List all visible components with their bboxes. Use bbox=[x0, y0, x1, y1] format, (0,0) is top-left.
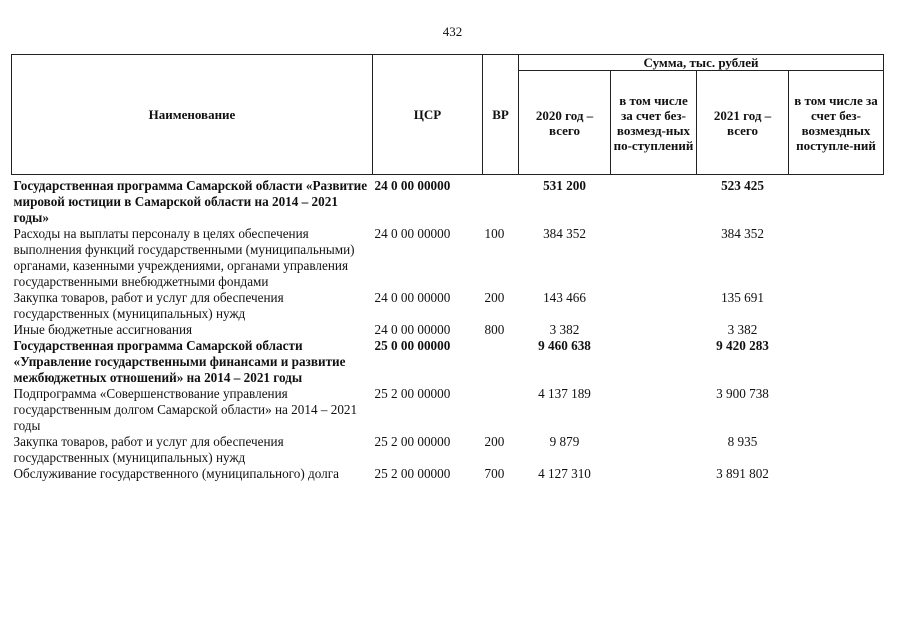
row-2021-free bbox=[789, 175, 884, 227]
row-2020-free bbox=[611, 434, 697, 466]
row-csr: 24 0 00 00000 bbox=[374, 290, 451, 305]
row-csr: 24 0 00 00000 bbox=[374, 178, 451, 193]
table-row bbox=[12, 175, 884, 227]
row-2021-free bbox=[789, 466, 884, 482]
row-2020-free bbox=[611, 386, 697, 434]
page-number: 432 bbox=[442, 24, 463, 39]
row-2020-free bbox=[611, 466, 697, 482]
row-vr bbox=[483, 175, 519, 227]
row-2020-free bbox=[611, 226, 697, 290]
row-2021-free bbox=[789, 386, 884, 434]
row-2021-total: 384 352 bbox=[721, 226, 764, 241]
row-2020-total: 9 460 638 bbox=[538, 338, 591, 353]
row-2021-free bbox=[789, 226, 884, 290]
row-2020-total: 143 466 bbox=[543, 290, 586, 305]
budget-table bbox=[11, 54, 884, 482]
row-2020-total: 4 137 189 bbox=[538, 386, 591, 401]
row-vr bbox=[483, 338, 519, 386]
row-2021-total: 3 382 bbox=[727, 322, 758, 337]
row-csr: 24 0 00 00000 bbox=[374, 226, 451, 241]
row-2020-total: 3 382 bbox=[549, 322, 580, 337]
header-name: Наименование bbox=[12, 55, 373, 175]
row-name: Расходы на выплаты персоналу в целях обеспечения выполнения функций государственными (муниципальными) органами, казенными учреждениями, органами управления государственными внебюджетными фондами bbox=[13, 226, 355, 289]
row-2020-total: 4 127 310 bbox=[538, 466, 591, 481]
row-2020-free bbox=[611, 338, 697, 386]
row-csr: 25 2 00 00000 bbox=[374, 386, 451, 401]
table-row bbox=[12, 226, 884, 290]
row-vr: 100 bbox=[484, 226, 505, 241]
row-name: Подпрограмма «Совершенствование управления государственным долгом Самарской области» на 2014 – 2021 годы bbox=[13, 386, 358, 433]
row-2021-total: 523 425 bbox=[721, 178, 764, 193]
row-vr: 700 bbox=[484, 466, 505, 481]
table-row bbox=[12, 322, 884, 338]
row-name: Государственная программа Самарской области «Развитие мировой юстиции в Самарской области на 2014 – 2021 годы» bbox=[13, 178, 368, 225]
row-2021-total: 135 691 bbox=[721, 290, 764, 305]
row-2020-total: 9 879 bbox=[549, 434, 580, 449]
row-2021-free bbox=[789, 322, 884, 338]
row-name: Обслуживание государственного (муниципального) долга bbox=[13, 466, 339, 481]
row-2020-free bbox=[611, 322, 697, 338]
table-row bbox=[12, 338, 884, 386]
table-header bbox=[12, 55, 884, 175]
row-vr: 200 bbox=[484, 434, 505, 449]
table-row bbox=[12, 466, 884, 482]
table-row bbox=[12, 434, 884, 466]
row-2021-total: 3 891 802 bbox=[716, 466, 769, 481]
row-name: Иные бюджетные ассигнования bbox=[13, 322, 193, 337]
row-csr: 25 0 00 00000 bbox=[374, 338, 451, 353]
row-csr: 24 0 00 00000 bbox=[374, 322, 451, 337]
row-2021-free bbox=[789, 434, 884, 466]
row-vr: 800 bbox=[484, 322, 505, 337]
header-vr: ВР bbox=[483, 55, 519, 175]
row-2021-free bbox=[789, 338, 884, 386]
row-csr: 25 2 00 00000 bbox=[374, 466, 451, 481]
row-name: Закупка товаров, работ и услуг для обеспечения государственных (муниципальных) нужд bbox=[13, 290, 284, 321]
row-name: Государственная программа Самарской области «Управление государственными финансами и развитие межбюджетных отношений» на 2014 – 2021 годы bbox=[13, 338, 346, 385]
header-2021-free: в том числе за счет без-возмездных поступле-ний bbox=[789, 71, 884, 175]
row-2020-total: 384 352 bbox=[543, 226, 586, 241]
row-2020-total: 531 200 bbox=[543, 178, 586, 193]
table-row bbox=[12, 386, 884, 434]
row-csr: 25 2 00 00000 bbox=[374, 434, 451, 449]
row-name: Закупка товаров, работ и услуг для обеспечения государственных (муниципальных) нужд bbox=[13, 434, 284, 465]
table-body bbox=[12, 175, 884, 483]
header-2021-total: 2021 год – всего bbox=[697, 71, 789, 175]
row-2020-free bbox=[611, 175, 697, 227]
header-2020-free: в том числе за счет без-возмезд-ных по-ступлений bbox=[611, 71, 697, 175]
header-sum-group: Сумма, тыс. рублей bbox=[519, 55, 884, 71]
header-csr: ЦСР bbox=[373, 55, 483, 175]
row-2021-total: 8 935 bbox=[727, 434, 758, 449]
row-vr: 200 bbox=[484, 290, 505, 305]
row-2021-total: 9 420 283 bbox=[716, 338, 769, 353]
row-2020-free bbox=[611, 290, 697, 322]
table-row bbox=[12, 290, 884, 322]
header-2020-total: 2020 год – всего bbox=[519, 71, 611, 175]
row-vr bbox=[483, 386, 519, 434]
row-2021-free bbox=[789, 290, 884, 322]
row-2021-total: 3 900 738 bbox=[716, 386, 769, 401]
